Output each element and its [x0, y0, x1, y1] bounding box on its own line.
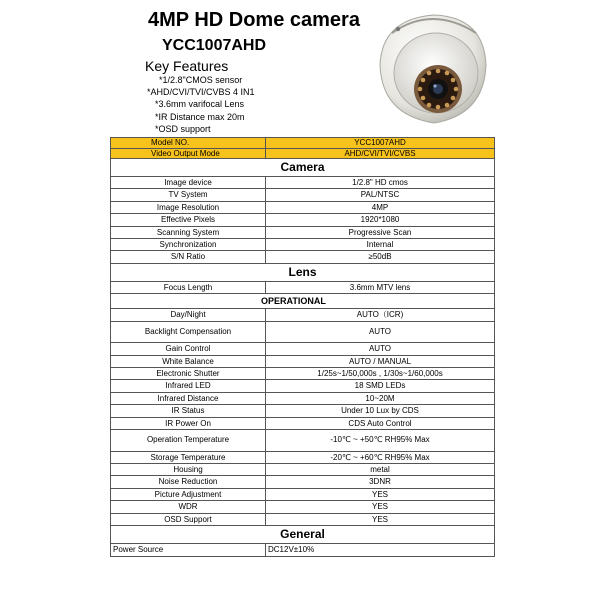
spec-value: CDS Auto Control: [266, 417, 495, 429]
table-row: [111, 430, 495, 452]
spec-label: Infrared Distance: [111, 392, 266, 404]
spec-label: IR Status: [111, 405, 266, 417]
spec-label: IR Power On: [111, 417, 266, 429]
spec-label: Picture Adjustment: [111, 488, 266, 500]
table-row: [111, 392, 495, 404]
table-row: [111, 177, 495, 189]
table-row: [111, 239, 495, 251]
spec-value: -20℃ ~ +60℃ RH95% Max: [266, 451, 495, 463]
spec-label: Model NO.: [111, 138, 266, 149]
table-row: [111, 513, 495, 525]
key-features-list: [145, 74, 255, 135]
table-row: [111, 309, 495, 321]
table-row: [111, 214, 495, 226]
spec-label: WDR: [111, 501, 266, 513]
table-row: [111, 543, 495, 556]
spec-value: AUTO / MANUAL: [266, 355, 495, 367]
table-row: [111, 138, 495, 149]
spec-value: PAL/NTSC: [266, 189, 495, 201]
table-row: [111, 463, 495, 475]
model-title: YCC1007AHD: [162, 37, 267, 54]
table-row: [111, 417, 495, 429]
table-row: [111, 501, 495, 513]
section-heading-camera-row: [111, 159, 495, 177]
spec-label: Scanning System: [111, 226, 266, 238]
spec-value: Internal: [266, 239, 495, 251]
spec-value: 3.6mm MTV lens: [266, 281, 495, 293]
spec-value: YCC1007AHD: [266, 138, 495, 149]
spec-value: 1920*1080: [266, 214, 495, 226]
spec-label: White Balance: [111, 355, 266, 367]
feature-item: *AHD/CVI/TVI/CVBS 4 IN1: [147, 87, 255, 98]
dome-camera-image: [372, 3, 492, 133]
spec-label: Effective Pixels: [111, 214, 266, 226]
spec-label: Gain Control: [111, 343, 266, 355]
spec-label: Focus Length: [111, 281, 266, 293]
spec-label: OSD Support: [111, 513, 266, 525]
table-row: [111, 226, 495, 238]
spec-value: 10~20M: [266, 392, 495, 404]
spec-label: Operation Temperature: [111, 430, 266, 452]
spec-value: 1/2.8" HD cmos: [266, 177, 495, 189]
section-heading-lens-row: [111, 263, 495, 281]
table-row: [111, 367, 495, 379]
spec-value: DC12V±10%: [266, 543, 495, 556]
section-heading-general: General: [111, 525, 495, 543]
spec-label: Image Resolution: [111, 201, 266, 213]
spec-value: 4MP: [266, 201, 495, 213]
table-row: [111, 343, 495, 355]
spec-value: Progressive Scan: [266, 226, 495, 238]
spec-label: Electronic Shutter: [111, 367, 266, 379]
table-row: [111, 488, 495, 500]
spec-value: YES: [266, 501, 495, 513]
spec-value: -10℃ ~ +50℃ RH95% Max: [266, 430, 495, 452]
table-row: [111, 148, 495, 159]
section-heading-camera: Camera: [111, 159, 495, 177]
spec-table: [110, 137, 495, 557]
table-row: [111, 476, 495, 488]
spec-label: Backlight Compensation: [111, 321, 266, 343]
table-row: [111, 189, 495, 201]
table-row: [111, 201, 495, 213]
table-row: [111, 405, 495, 417]
section-heading-operational: OPERATIONAL: [111, 294, 495, 309]
spec-value: ≥50dB: [266, 251, 495, 263]
table-row: [111, 281, 495, 293]
spec-label: Image device: [111, 177, 266, 189]
section-heading-operational-row: [111, 294, 495, 309]
spec-value: 1/25s~1/50,000s , 1/30s~1/60,000s: [266, 367, 495, 379]
product-title: 4MP HD Dome camera: [148, 9, 360, 31]
table-row: [111, 321, 495, 343]
table-row: [111, 355, 495, 367]
key-features-title: Key Features: [145, 58, 229, 74]
spec-value: AUTO（ICR): [266, 309, 495, 321]
feature-item: *3.6mm varifocal Lens: [155, 99, 245, 110]
spec-value: metal: [266, 463, 495, 475]
feature-item: *1/2.8"CMOS sensor: [159, 75, 243, 85]
spec-value: AUTO: [266, 321, 495, 343]
table-row: [111, 451, 495, 463]
spec-label: Day/Night: [111, 309, 266, 321]
spec-value: 3DNR: [266, 476, 495, 488]
table-row: [111, 251, 495, 263]
spec-value: AHD/CVI/TVI/CVBS: [266, 148, 495, 159]
spec-label: Synchronization: [111, 239, 266, 251]
table-row: [111, 380, 495, 392]
spec-value: 18 SMD LEDs: [266, 380, 495, 392]
spec-value: YES: [266, 513, 495, 525]
spec-label: Video Output Mode: [111, 148, 266, 159]
section-heading-general-row: [111, 525, 495, 543]
feature-item: *OSD support: [155, 123, 211, 134]
spec-label: TV System: [111, 189, 266, 201]
spec-label: S/N Ratio: [111, 251, 266, 263]
spec-label: Infrared LED: [111, 380, 266, 392]
spec-value: YES: [266, 488, 495, 500]
spec-label: Power Source: [111, 543, 266, 556]
spec-value: Under 10 Lux by CDS: [266, 405, 495, 417]
spec-label: Noise Reduction: [111, 476, 266, 488]
section-heading-lens: Lens: [111, 263, 495, 281]
spec-label: Storage Temperature: [111, 451, 266, 463]
spec-value: AUTO: [266, 343, 495, 355]
spec-label: Housing: [111, 463, 266, 475]
feature-item: *IR Distance max 20m: [155, 111, 245, 122]
